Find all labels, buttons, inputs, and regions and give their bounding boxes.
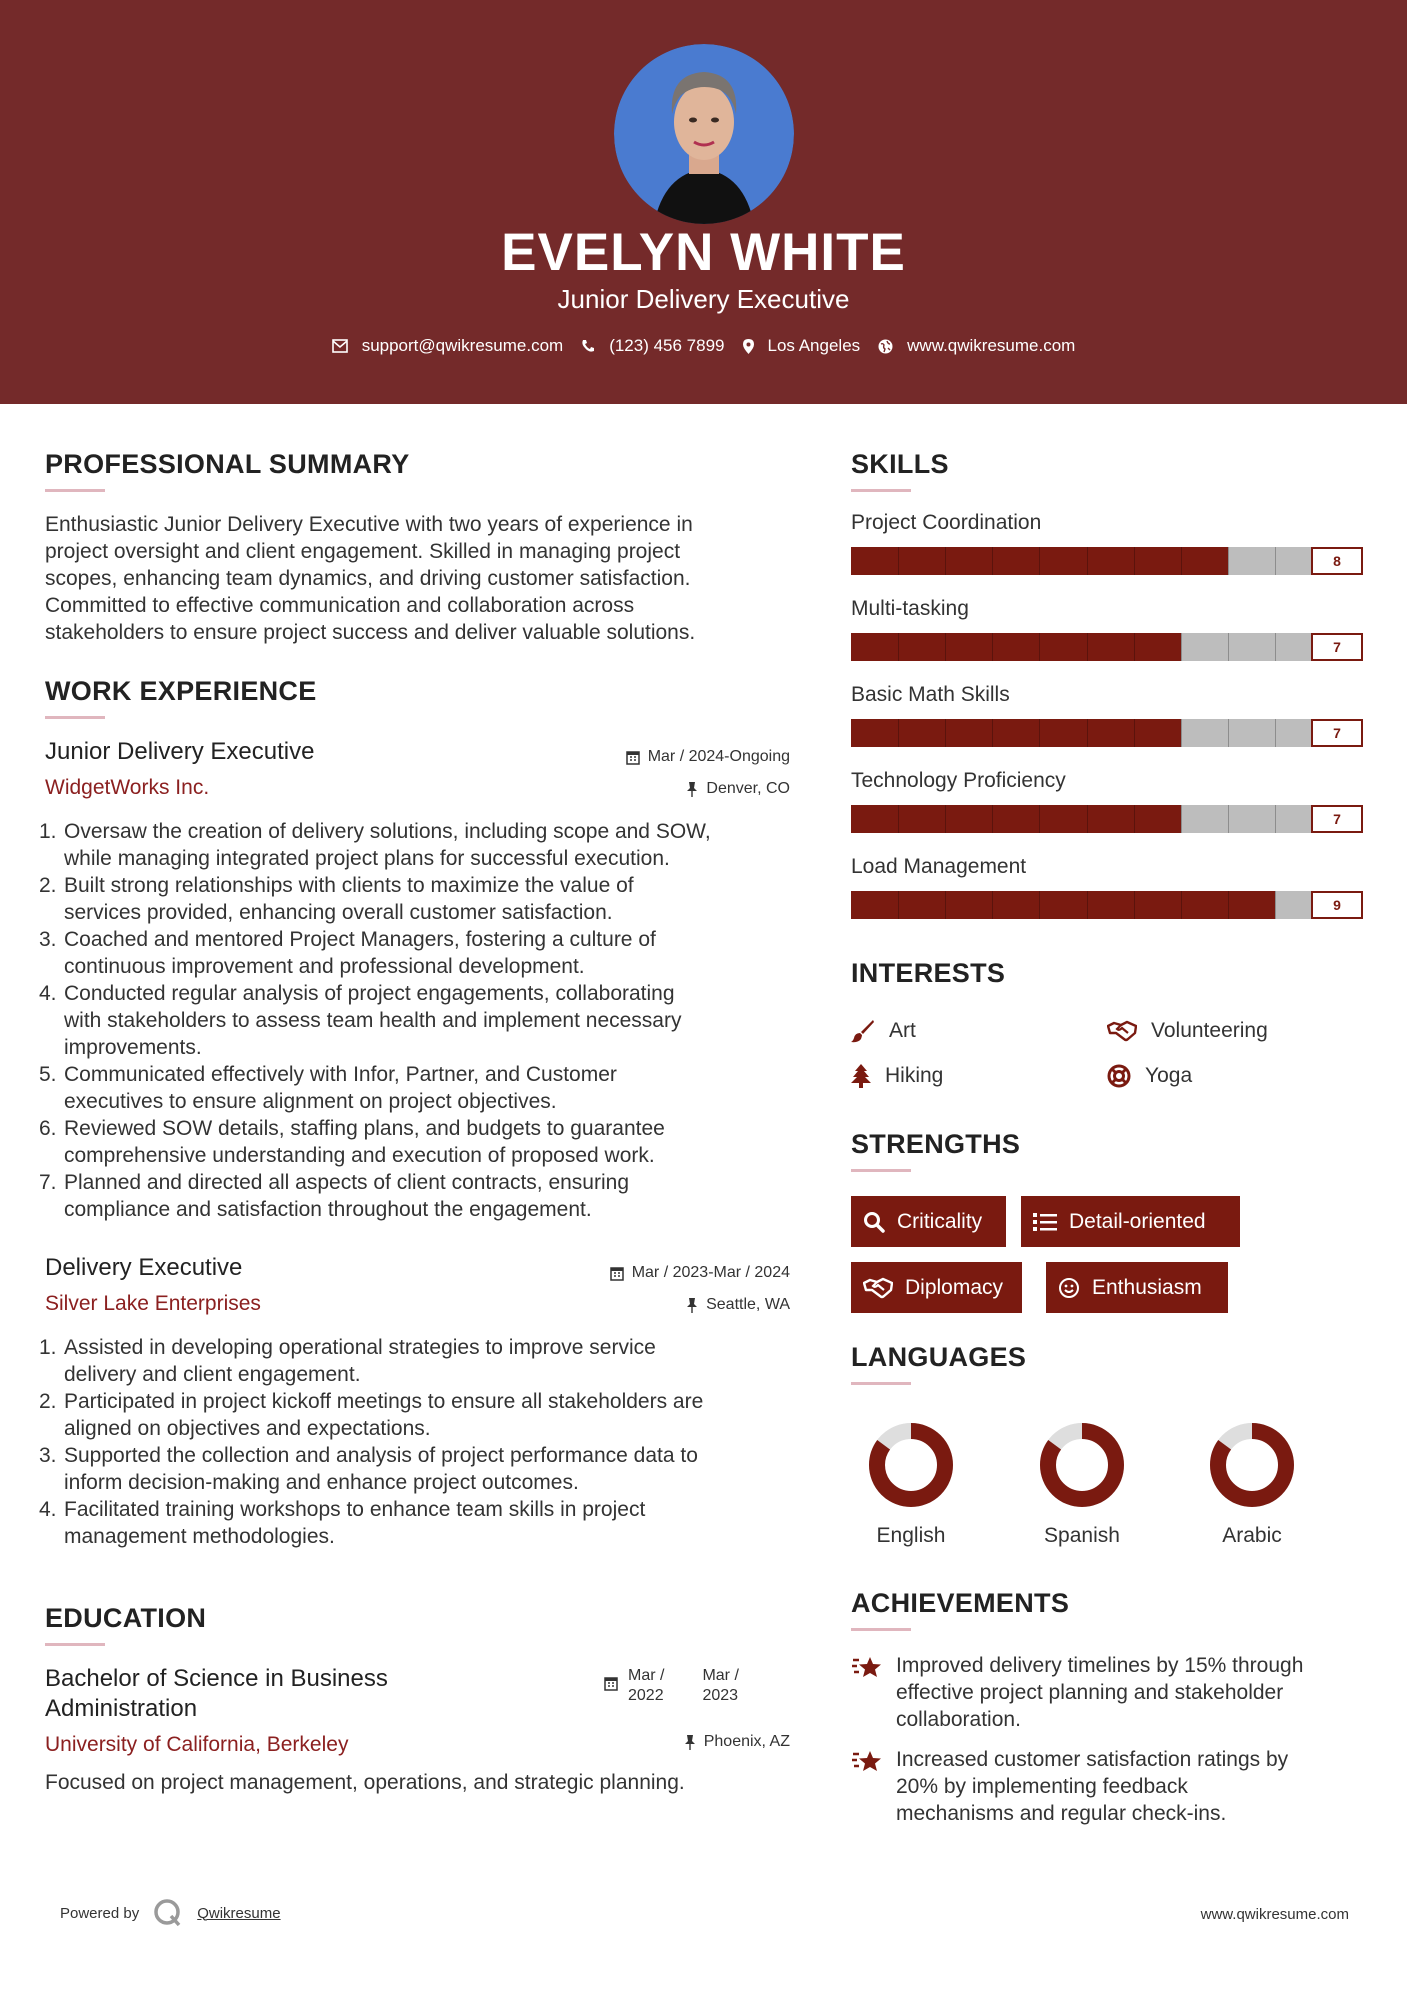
skill-bar-segment (1087, 633, 1088, 661)
summary-heading: PROFESSIONAL SUMMARY (45, 449, 410, 479)
skill-bar-segment (1134, 547, 1135, 575)
degree-line: Bachelor of Science in Business (45, 1665, 388, 1692)
languages-heading: LANGUAGES (851, 1342, 1027, 1372)
skill-bar-segment (1228, 805, 1229, 833)
job-bullets (39, 1334, 805, 1550)
list-line: Built strong relationships with clients to maximize the value of (64, 874, 634, 897)
skill-bar-segment (1228, 719, 1229, 747)
skill-label: Technology Proficiency (851, 769, 1066, 792)
skill-score: 7 (1311, 633, 1363, 661)
skill-score: 9 (1311, 891, 1363, 919)
qwikresume-logo-icon (153, 1898, 183, 1928)
skill-bar-segment (898, 633, 899, 661)
education-location (684, 1733, 790, 1751)
skill-bar-segment (992, 805, 993, 833)
footer-powered-by (60, 1898, 281, 1928)
list-num: 4. (39, 982, 57, 1005)
language-label: English (876, 1524, 946, 1547)
skills-heading: SKILLS (851, 449, 949, 479)
languages-underline (851, 1382, 911, 1385)
summary-text (45, 511, 805, 646)
interest-label: Yoga (1145, 1064, 1193, 1087)
skill-bar-segment (1228, 891, 1229, 919)
skill-bar-segment (1181, 633, 1182, 661)
list-line: Reviewed SOW details, staffing plans, and budgets to guarantee (64, 1117, 665, 1140)
skill-bar-segment (1275, 719, 1276, 747)
list-item (39, 1061, 805, 1115)
list-line: improvements. (64, 1036, 202, 1059)
achievement-line: Increased customer satisfaction ratings by (896, 1748, 1289, 1771)
education-start (628, 1666, 664, 1706)
education-start-year: 2022 (628, 1687, 664, 1704)
strength-tag (851, 1262, 1022, 1313)
list-line: while managing integrated project plans for successful execution. (64, 847, 670, 870)
interest-label: Hiking (885, 1064, 944, 1087)
skill-bar-segment (992, 719, 993, 747)
skill-label: Basic Math Skills (851, 683, 1010, 706)
skill-bar-segment (1275, 805, 1276, 833)
powered-by-text: Powered by (60, 1904, 140, 1922)
list-line: executives to ensure alignment on project objectives. (64, 1090, 557, 1113)
education-end-month: Mar / (702, 1667, 739, 1684)
skill-bar-segment (1039, 633, 1040, 661)
education-location-text: Phoenix, AZ (703, 1733, 790, 1750)
lifebuoy-icon (1107, 1064, 1131, 1088)
achievement-item (896, 1746, 1366, 1827)
achievements-heading: ACHIEVEMENTS (851, 1588, 1070, 1618)
list-line: compliance and satisfaction throughout the engagement. (64, 1198, 592, 1221)
skills-underline (851, 489, 911, 492)
job-title: Delivery Executive (45, 1254, 243, 1281)
skill-bar-segment (1134, 633, 1135, 661)
achievement-line: mechanisms and regular check-ins. (896, 1802, 1227, 1825)
handshake-icon (863, 1277, 893, 1299)
skill-score: 8 (1311, 547, 1363, 575)
skill-bar (851, 805, 1363, 833)
contact-phone[interactable] (581, 336, 724, 356)
job-dates (610, 1264, 790, 1282)
list-line: aligned on objectives and expectations. (64, 1417, 431, 1440)
language-label: Spanish (1044, 1524, 1120, 1547)
list-line: with stakeholders to assess team health and implement necessary (64, 1009, 682, 1032)
pushpin-icon (686, 782, 698, 797)
search-icon (863, 1211, 885, 1233)
skill-score: 7 (1311, 719, 1363, 747)
pushpin-icon (686, 1298, 698, 1313)
list-icon (1033, 1212, 1057, 1232)
list-line: Supported the collection and analysis of project performance data to (64, 1444, 698, 1467)
achievements-underline (851, 1628, 911, 1631)
skill-bar-segment (992, 547, 993, 575)
job-location (686, 780, 790, 798)
contact-email[interactable] (332, 336, 564, 356)
envelope-icon (332, 339, 348, 353)
skill-bar-fill (851, 805, 1181, 833)
education-dates (604, 1666, 739, 1706)
education-heading: EDUCATION (45, 1603, 207, 1633)
calendar-icon (626, 750, 640, 765)
interest-volunteering (1107, 1019, 1268, 1043)
strength-label: Criticality (897, 1209, 983, 1233)
strengths-heading: STRENGTHS (851, 1129, 1021, 1159)
list-num: 7. (39, 1171, 57, 1194)
skill-bar-segment (1039, 547, 1040, 575)
skill-bar-segment (945, 633, 946, 661)
skill-bar-segment (898, 719, 899, 747)
skill-bar (851, 719, 1363, 747)
contact-website[interactable] (878, 336, 1075, 356)
skill-bar-segment (898, 891, 899, 919)
job-location (686, 1296, 790, 1314)
list-num: 2. (39, 874, 57, 897)
skill-bar-segment (1275, 547, 1276, 575)
skill-bar-fill (851, 719, 1181, 747)
skill-bar-segment (992, 891, 993, 919)
skill-bar-segment (1181, 719, 1182, 747)
list-line: Conducted regular analysis of project engagements, collaborating (64, 982, 675, 1005)
skill-bar (851, 891, 1363, 919)
list-item (39, 1115, 805, 1169)
award-star-icon (851, 1654, 883, 1682)
skill-bar-segment (1039, 719, 1040, 747)
company-name: WidgetWorks Inc. (45, 776, 210, 799)
skill-score: 7 (1311, 805, 1363, 833)
list-line: Participated in project kickoff meetings to ensure all stakeholders are (64, 1390, 704, 1413)
skill-bar-fill (851, 633, 1181, 661)
list-item (39, 1334, 805, 1388)
strength-label: Enthusiasm (1092, 1275, 1202, 1299)
achievement-item (896, 1652, 1366, 1733)
list-item (39, 980, 805, 1061)
skill-bar-fill (851, 891, 1275, 919)
list-num: 1. (39, 1336, 57, 1359)
education-end (702, 1666, 738, 1706)
footer-website[interactable]: www.qwikresume.com (1200, 1906, 1349, 1923)
map-pin-icon (743, 339, 754, 354)
languages-chart (851, 1410, 1371, 1530)
skill-bar-segment (945, 805, 946, 833)
list-line: Planned and directed all aspects of client contracts, ensuring (64, 1171, 630, 1194)
list-line: Coached and mentored Project Managers, fostering a culture of (64, 928, 656, 951)
calendar-icon (604, 1676, 618, 1691)
skill-bar-segment (898, 547, 899, 575)
list-line: delivery and client engagement. (64, 1363, 361, 1386)
list-item (39, 818, 805, 872)
contact-location-text: Los Angeles (767, 336, 861, 355)
list-num: 3. (39, 928, 57, 951)
summary-line: project oversight and client engagement. Skilled in managing project (45, 540, 681, 563)
summary-line: Enthusiastic Junior Delivery Executive with two years of experience in (45, 513, 693, 536)
list-line: continuous improvement and professional development. (64, 955, 585, 978)
summary-line: scopes, enhancing team dynamics, and driving customer satisfaction. (45, 567, 691, 590)
handshake-icon (1107, 1020, 1137, 1042)
header (0, 0, 1407, 404)
degree-title (45, 1664, 388, 1724)
skill-bar-segment (1087, 805, 1088, 833)
job-dates-text: Mar / 2024-Ongoing (647, 748, 790, 765)
skill-bar-segment (1275, 891, 1276, 919)
skill-bar-segment (1134, 891, 1135, 919)
achievement-line: 20% by implementing feedback (896, 1775, 1188, 1798)
job-dates-text: Mar / 2023-Mar / 2024 (631, 1264, 790, 1281)
interest-yoga (1107, 1064, 1192, 1088)
contact-location (743, 336, 861, 356)
globe-icon (878, 339, 893, 354)
paintbrush-icon (851, 1019, 875, 1043)
award-star-icon (851, 1748, 883, 1776)
skill-bar-segment (1228, 547, 1229, 575)
job-location-text: Seattle, WA (706, 1296, 790, 1313)
list-num: 2. (39, 1390, 57, 1413)
qwikresume-link[interactable]: Qwikresume (197, 1904, 281, 1922)
smile-icon (1058, 1277, 1080, 1299)
skill-bar-segment (945, 719, 946, 747)
contact-email-text: support@qwikresume.com (361, 336, 564, 355)
interest-art (851, 1019, 916, 1043)
list-line: management methodologies. (64, 1525, 335, 1548)
job-bullets (39, 818, 805, 1223)
skill-label: Project Coordination (851, 511, 1042, 534)
experience-underline (45, 716, 105, 719)
contact-phone-text: (123) 456 7899 (609, 336, 725, 355)
contact-website-text: www.qwikresume.com (907, 336, 1076, 355)
person-name: EVELYN WHITE (501, 223, 906, 282)
education-description: Focused on project management, operations, and strategic planning. (45, 1771, 685, 1794)
list-num: 3. (39, 1444, 57, 1467)
interest-label: Art (889, 1019, 916, 1042)
interests-heading: INTERESTS (851, 958, 1006, 988)
summary-line: Committed to effective communication and collaboration across (45, 594, 635, 617)
skill-bar-segment (1039, 891, 1040, 919)
skill-bar-segment (898, 805, 899, 833)
pushpin-icon (684, 1735, 696, 1750)
list-item (39, 1388, 805, 1442)
skill-label: Load Management (851, 855, 1027, 878)
company-name: Silver Lake Enterprises (45, 1292, 261, 1315)
skill-bar-segment (1181, 805, 1182, 833)
calendar-icon (610, 1266, 624, 1281)
strength-tag (1046, 1262, 1228, 1313)
skill-bar (851, 547, 1363, 575)
list-line: comprehensive understanding and execution of proposed work. (64, 1144, 655, 1167)
interest-label: Volunteering (1151, 1019, 1268, 1042)
contact-bar (0, 336, 1407, 356)
tree-icon (851, 1064, 871, 1088)
skill-bar-segment (1275, 633, 1276, 661)
school-name: University of California, Berkeley (45, 1733, 349, 1756)
job-title-header: Junior Delivery Executive (557, 284, 850, 314)
skill-bar-segment (992, 633, 993, 661)
list-item (39, 872, 805, 926)
skill-bar-segment (1134, 805, 1135, 833)
achievement-line: collaboration. (896, 1708, 1021, 1731)
list-line: Assisted in developing operational strategies to improve service (64, 1336, 656, 1359)
strength-tag (851, 1196, 1006, 1247)
job-title: Junior Delivery Executive (45, 738, 315, 765)
language-label: Arabic (1222, 1524, 1282, 1547)
list-num: 4. (39, 1498, 57, 1521)
degree-line: Administration (45, 1695, 198, 1722)
skill-bar-segment (1087, 719, 1088, 747)
skill-bar-segment (1039, 805, 1040, 833)
list-item (39, 1442, 805, 1496)
list-line: inform decision-making and enhance project outcomes. (64, 1471, 579, 1494)
list-num: 5. (39, 1063, 57, 1086)
avatar (614, 44, 794, 224)
summary-underline (45, 489, 105, 492)
education-start-month: Mar / (628, 1667, 665, 1684)
phone-icon (581, 339, 595, 353)
achievement-line: effective project planning and stakeholder (896, 1681, 1284, 1704)
experience-heading: WORK EXPERIENCE (45, 676, 317, 706)
strengths-underline (851, 1169, 911, 1172)
education-underline (45, 1643, 105, 1646)
skill-bar-segment (1087, 547, 1088, 575)
skill-bar-segment (1181, 891, 1182, 919)
skill-bar-segment (1087, 891, 1088, 919)
list-line: Facilitated training workshops to enhance team skills in project (64, 1498, 646, 1521)
strength-label: Detail-oriented (1069, 1209, 1206, 1233)
skill-bar-segment (945, 891, 946, 919)
skill-bar (851, 633, 1363, 661)
strength-label: Diplomacy (905, 1275, 1004, 1299)
list-num: 1. (39, 820, 57, 843)
education-end-year: 2023 (702, 1687, 739, 1704)
strength-tag (1021, 1196, 1240, 1247)
job-location-text: Denver, CO (706, 780, 790, 797)
skill-bar-segment (1228, 633, 1229, 661)
skill-bar-segment (945, 547, 946, 575)
job-dates (626, 748, 790, 766)
list-item (39, 1169, 805, 1223)
list-item (39, 1496, 805, 1550)
list-line: Oversaw the creation of delivery solutions, including scope and SOW, (64, 820, 711, 843)
achievement-line: Improved delivery timelines by 15% through (896, 1654, 1304, 1677)
interest-hiking (851, 1064, 943, 1088)
list-num: 6. (39, 1117, 57, 1140)
skill-bar-segment (1134, 719, 1135, 747)
skill-label: Multi-tasking (851, 597, 969, 620)
list-line: Communicated effectively with Infor, Partner, and Customer (64, 1063, 617, 1086)
list-item (39, 926, 805, 980)
skill-bar-segment (1181, 547, 1182, 575)
summary-line: stakeholders to ensure project success and deliver valuable solutions. (45, 621, 696, 644)
list-line: services provided, enhancing overall customer satisfaction. (64, 901, 613, 924)
